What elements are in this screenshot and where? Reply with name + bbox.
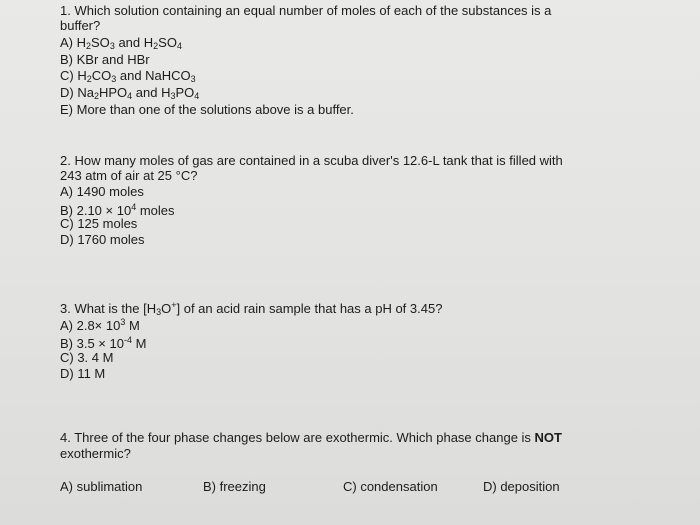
q3-option-b: B) $3.5 \times 10^{-4}$ M xyxy=(60,335,147,351)
q1-option-b: B) KBr and HBr xyxy=(60,52,150,67)
q1-option-c: C) $H_2CO_3$ and NaHCO$_3$ xyxy=(60,68,196,84)
q4-line-1: 4. Three of the four phase changes below are exothermic. Which phase change is NOT xyxy=(60,430,562,445)
q3-option-d: D) 11 M xyxy=(60,366,106,381)
q4-line-2: exothermic? xyxy=(60,446,131,461)
q4-option-c: C) condensation xyxy=(343,479,438,494)
q3-line-1: 3. What is the $[H_3O^+]$ of an acid rain sample that has a pH of 3.45? xyxy=(60,300,443,317)
q4-option-b: B) freezing xyxy=(203,479,266,494)
q2-option-a: A) 1490 moles xyxy=(60,184,144,199)
q4-option-a: A) sublimation xyxy=(60,479,143,494)
q2-line-2: 243 atm of air at 25 °C? xyxy=(60,168,198,183)
q1-option-d: D) $Na_2HPO_4$ and $H_3PO_4$ xyxy=(60,85,200,101)
q2-option-d: D) 1760 moles xyxy=(60,232,145,247)
q1-line-1: 1. Which solution containing an equal number of moles of each of the substances is a xyxy=(60,3,552,18)
q1-option-a: A) $H_2SO_3$ and $H_2SO_4$ xyxy=(60,35,182,51)
q1-option-e: E) More than one of the solutions above is a buffer. xyxy=(60,102,354,117)
q3-option-a: A) $2.8\times 10^3$ M xyxy=(60,317,140,333)
q3-option-c: C) 3. 4 M xyxy=(60,350,114,365)
q2-option-c: C) 125 moles xyxy=(60,216,138,231)
q4-option-d: D) deposition xyxy=(483,479,560,494)
q2-option-b: B) $2.10 \times 10^4$ moles xyxy=(60,202,175,218)
q2-line-1: 2. How many moles of gas are contained in a scuba diver's 12.6-L tank that is filled with xyxy=(60,153,563,168)
q1-line-2: buffer? xyxy=(60,18,101,33)
